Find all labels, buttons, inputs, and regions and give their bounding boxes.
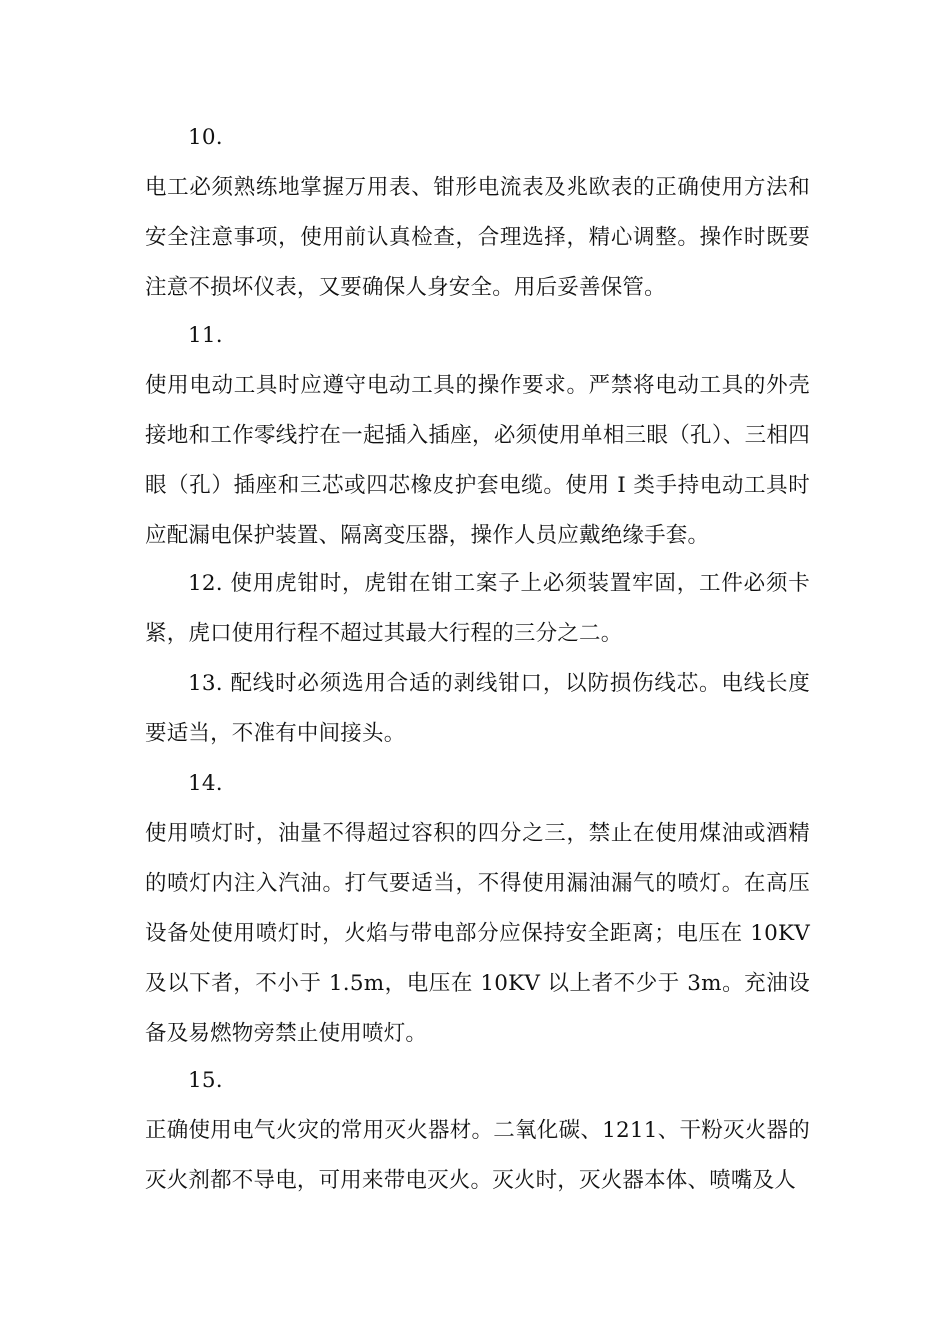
item-text: 正确使用电气火灾的常用灭火器材。二氧化碳、1211、干粉灭火器的灭火剂都不导电，可用来带电灭火。灭火时，灭火器本体、喷嘴及人 (145, 1118, 810, 1193)
item-number: 10. (188, 125, 223, 150)
item-14 (145, 759, 810, 1059)
item-text (145, 659, 810, 759)
item-11 (145, 311, 810, 561)
item-number: 14. (188, 771, 223, 796)
item-15 (145, 1056, 810, 1206)
item-number: 13. (188, 671, 223, 696)
item-12 (145, 559, 810, 659)
item-13 (145, 659, 810, 759)
item-text: 使用电动工具时应遵守电动工具的操作要求。严禁将电动工具的外壳接地和工作零线拧在一起插入插座，必须使用单相三眼（孔）、三相四眼（孔）插座和三芯或四芯橡皮护套电缆。使用 I 类手持电动工具时应配漏电保护装置、隔离变压器，操作人员应戴绝缘手套。 (145, 373, 810, 548)
item-body: 使用虎钳时，虎钳在钳工案子上必须装置牢固，工件必须卡紧，虎口使用行程不超过其最大行程的三分之二。 (145, 571, 810, 646)
item-body: 配线时必须选用合适的剥线钳口，以防损伤线芯。电线长度要适当，不准有中间接头。 (145, 671, 810, 746)
item-number: 15. (188, 1068, 223, 1093)
item-text: 使用喷灯时，油量不得超过容积的四分之三，禁止在使用煤油或酒精的喷灯内注入汽油。打气要适当，不得使用漏油漏气的喷灯。在高压设备处使用喷灯时，火焰与带电部分应保持安全距离；电压在 10KV 及以下者，不小于 1.5m，电压在 10KV 以上者不少于 3m。充油设备及易燃物旁禁止使用喷灯。 (145, 821, 810, 1046)
item-number: 11. (188, 323, 223, 348)
item-10 (145, 113, 810, 313)
item-text: 电工必须熟练地掌握万用表、钳形电流表及兆欧表的正确使用方法和安全注意事项，使用前认真检查，合理选择，精心调整。操作时既要注意不损坏仪表，又要确保人身安全。用后妥善保管。 (145, 175, 810, 300)
item-text (145, 559, 810, 659)
item-number: 12. (188, 571, 223, 596)
